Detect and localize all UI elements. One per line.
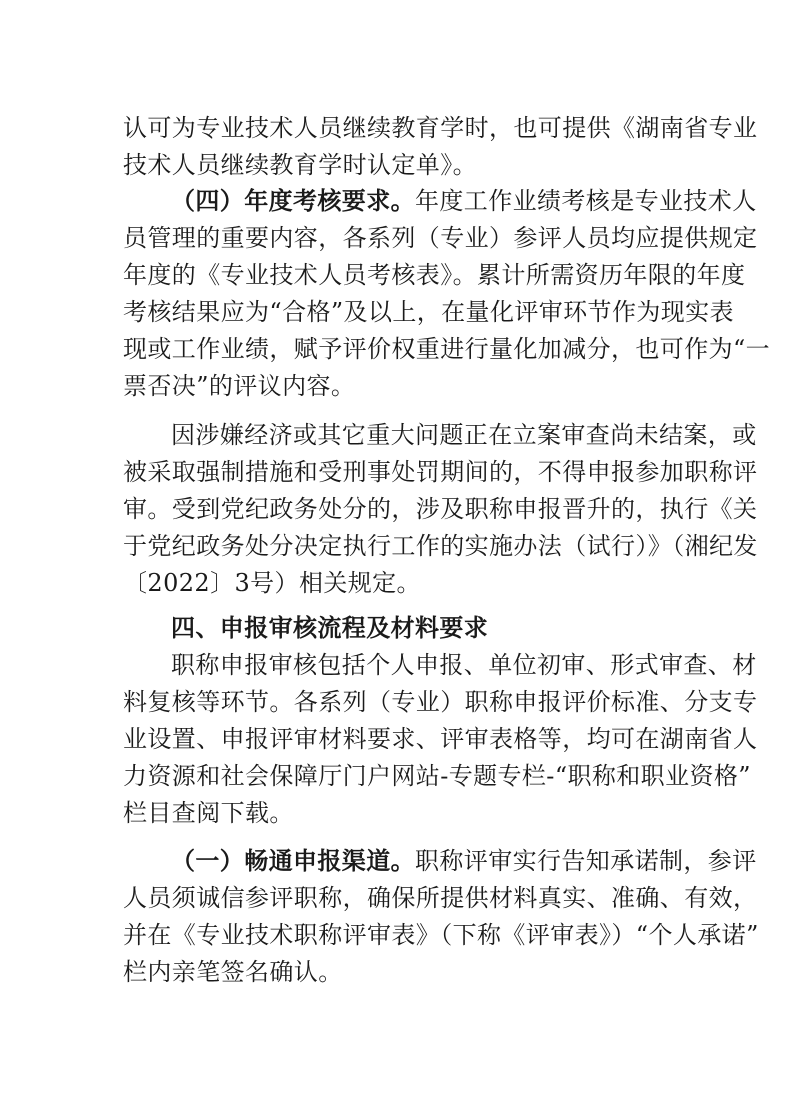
paragraph-line: 因涉嫌经济或其它重大问题正在立案审查尚未结案，或: [171, 421, 757, 449]
section-heading-line: [171, 186, 757, 216]
section-heading: （一）畅通申报渠道。: [171, 847, 415, 875]
paragraph-line: 技术人员继续教育学时认定单》。: [123, 151, 477, 179]
paragraph-line: 于党纪政务处分决定执行工作的实施办法（试行）》（湘纪发: [123, 532, 758, 560]
chapter-heading: 四、申报审核流程及材料要求: [171, 614, 489, 642]
paragraph-line: 料复核等环节。各系列（专业）职称申报评价标准、分支专: [123, 688, 758, 716]
paragraph-line: 力资源和社会保障厅门户网站-专题专栏-“职称和职业资格”: [123, 762, 751, 790]
paragraph-line: 考核结果应为“合格”及以上，在量化评审环节作为现实表: [123, 298, 734, 326]
paragraph-line: 职称申报审核包括个人申报、单位初审、形式审查、材: [171, 651, 757, 679]
paragraph-line: 认可为专业技术人员继续教育学时，也可提供《湖南省专业: [123, 114, 758, 142]
chapter-heading-line: [171, 613, 488, 643]
paragraph-line: 栏内亲笔签名确认。: [123, 958, 343, 986]
paragraph-line: 票否决”的评议内容。: [123, 372, 356, 400]
paragraph-line: 年度的《专业技术人员考核表》。累计所需资历年限的年度: [123, 261, 746, 289]
section-heading-line: [171, 846, 757, 876]
heading-continuation: 年度工作业绩考核是专业技术人: [415, 187, 757, 215]
paragraph-line: 审。受到党纪政务处分的，涉及职称申报晋升的，执行《关: [123, 495, 758, 523]
paragraph-line: 并在《专业技术职称评审表》（下称《评审表》）“个人承诺”: [123, 921, 759, 949]
heading-continuation: 职称评审实行告知承诺制，参评: [415, 847, 757, 875]
paragraph-line: 被采取强制措施和受刑事处罚期间的，不得申报参加职称评: [123, 458, 758, 486]
paragraph-line: 人员须诚信参评职称，确保所提供材料真实、准确、有效，: [123, 884, 758, 912]
paragraph-line: 业设置、申报评审材料要求、评审表格等，均可在湖南省人: [123, 725, 758, 753]
section-heading: （四）年度考核要求。: [171, 187, 415, 215]
paragraph-line: 〔2022〕3号）相关规定。: [123, 569, 421, 597]
paragraph-line: 现或工作业绩，赋予评价权重进行量化加减分，也可作为“一: [123, 335, 771, 363]
paragraph-line: 栏目查阅下载。: [123, 799, 294, 827]
paragraph-line: 员管理的重要内容，各系列（专业）参评人员均应提供规定: [123, 224, 758, 252]
